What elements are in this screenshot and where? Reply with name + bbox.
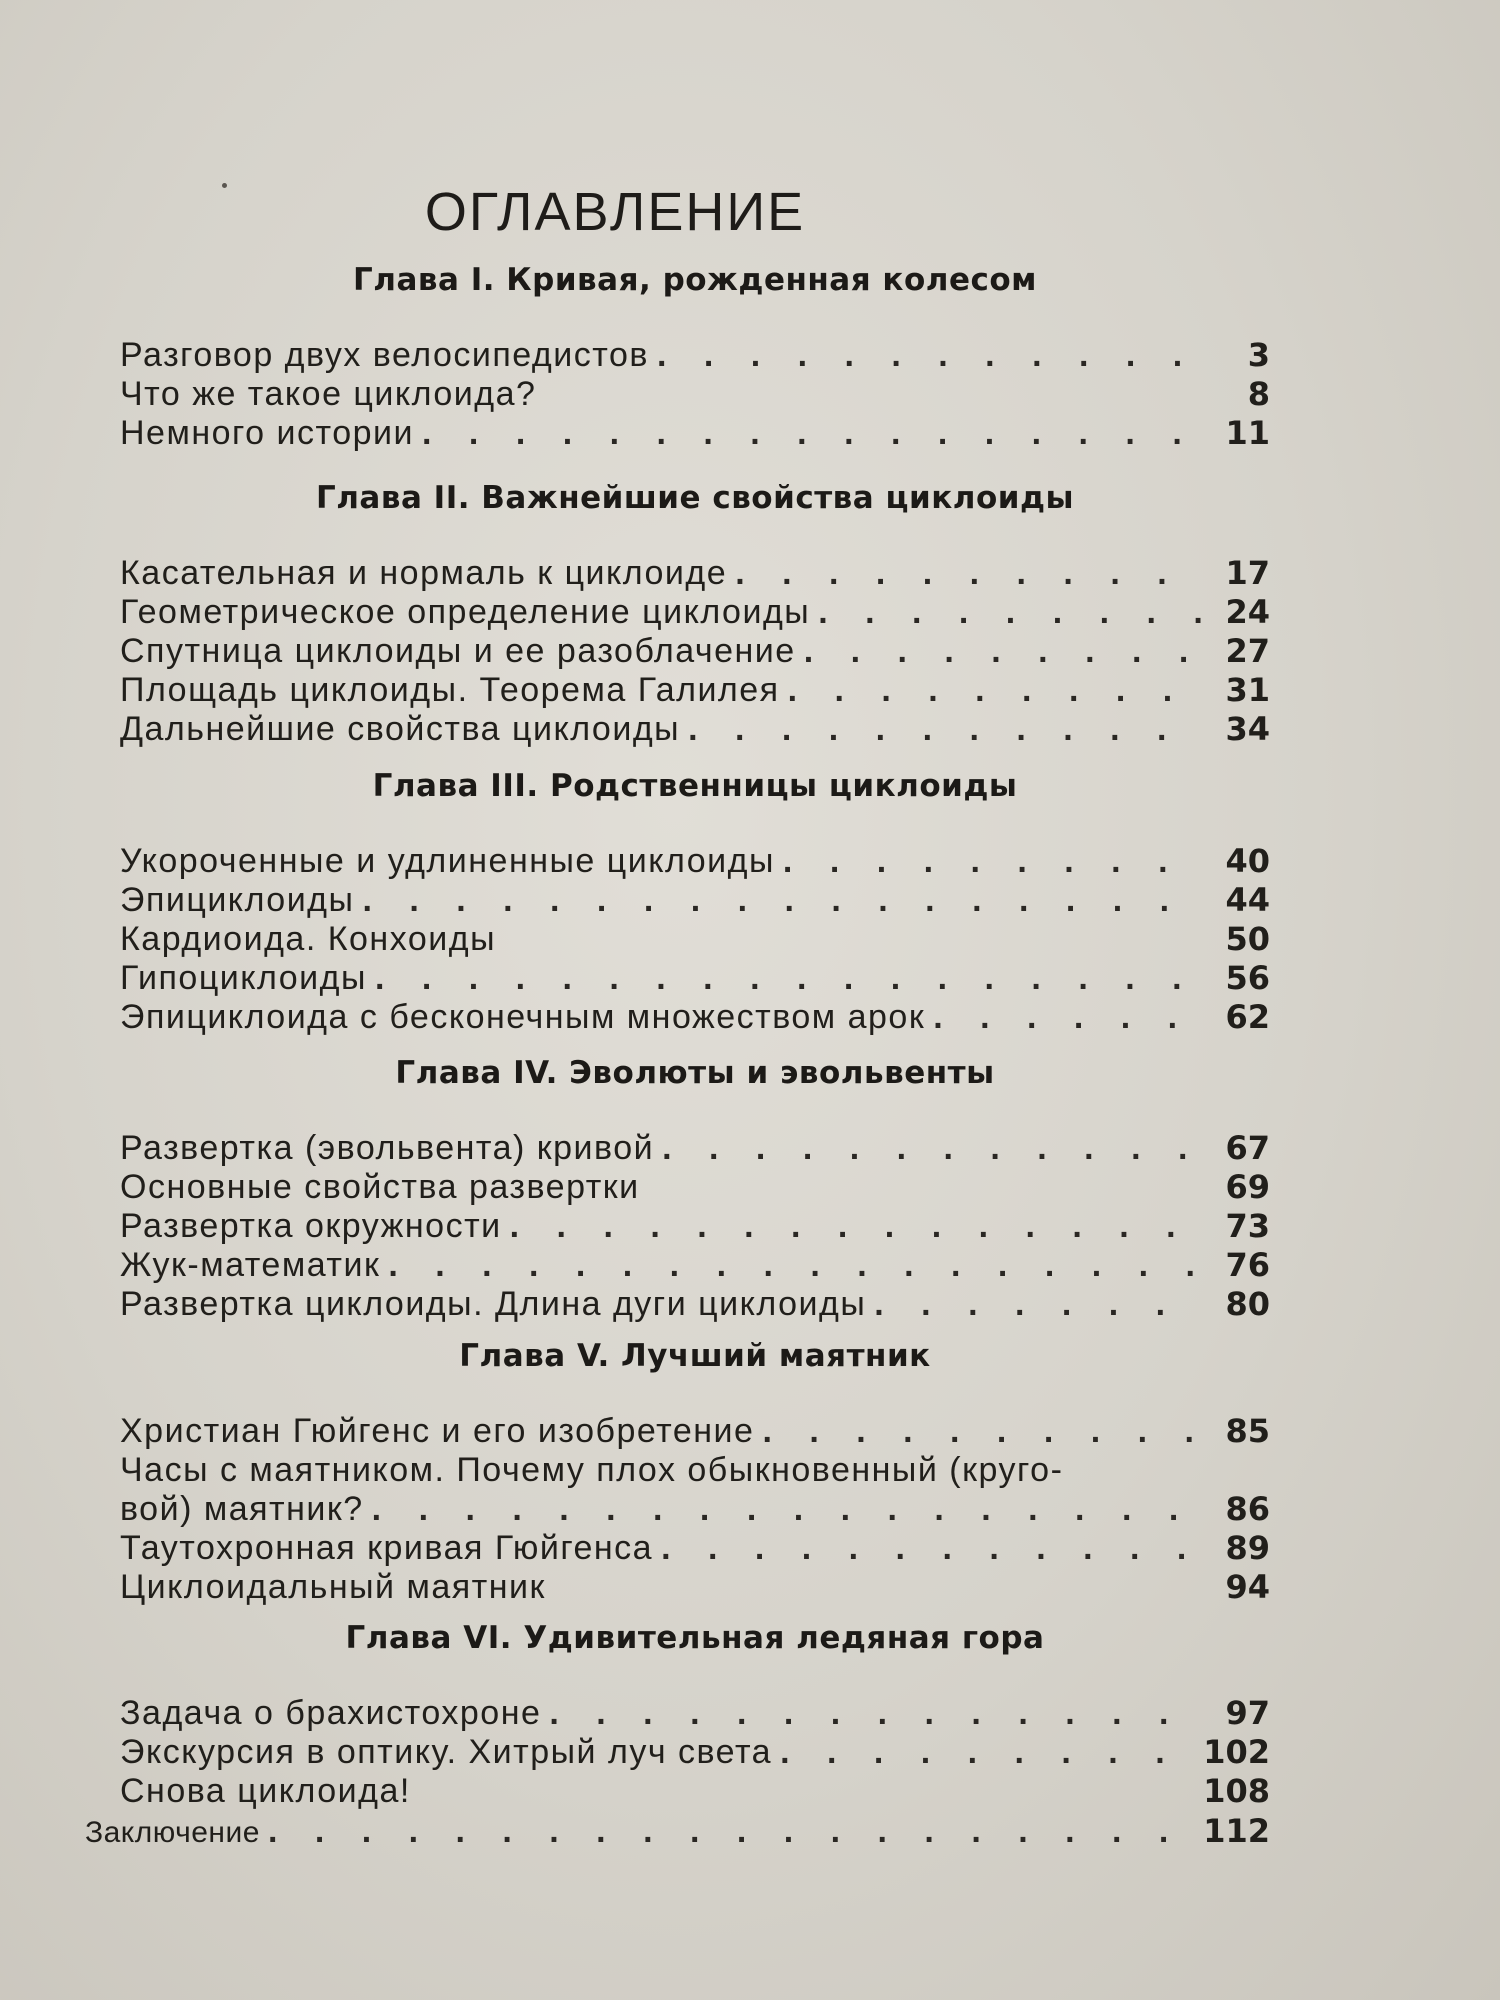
chapter-5 [120, 1338, 1270, 1607]
leader-dots [422, 414, 1204, 453]
toc-entry[interactable] [120, 1568, 1270, 1607]
leader-dots [661, 1529, 1204, 1568]
entry-page-number: 94 [1225, 1568, 1270, 1606]
entry-page-number: 11 [1225, 414, 1270, 452]
leader-dots [388, 1246, 1204, 1285]
leader-dots [510, 1207, 1204, 1246]
chapter-heading: Глава III. Родственницы циклоиды [372, 768, 1018, 804]
chapter-entries [120, 1694, 1270, 1811]
entry-page-number: 17 [1225, 554, 1270, 592]
toc-entry[interactable] [120, 1694, 1270, 1733]
entry-title: Кардиоида. Конхоиды [120, 920, 497, 958]
entry-title-continued: вой) маятник? [120, 1490, 364, 1528]
entry-title: Развертка циклоиды. Длина дуги циклоиды [120, 1285, 867, 1323]
leader-dots [762, 1412, 1204, 1451]
leader-dots [375, 959, 1204, 998]
toc-entry[interactable] [120, 336, 1270, 375]
entry-title: Площадь циклоиды. Теорема Галилея [120, 671, 780, 709]
leader-dots [657, 336, 1204, 375]
entry-page-number: 69 [1225, 1168, 1270, 1206]
entry-page-number: 8 [1247, 375, 1270, 413]
entry-title: Заключение [85, 1816, 260, 1849]
entry-page-number: 97 [1225, 1694, 1270, 1732]
chapter-entries [120, 1129, 1270, 1324]
toc-entry[interactable] [120, 554, 1270, 593]
entry-title: Эпициклоида с бесконечным множеством арок [120, 998, 926, 1036]
chapter-heading: Глава I. Кривая, рожденная колесом [353, 262, 1037, 298]
entry-page-number: 67 [1225, 1129, 1270, 1167]
chapter-entries [120, 1412, 1270, 1607]
chapter-6 [120, 1620, 1270, 1811]
entry-title: Часы с маятником. Почему плох обыкновенный (круго- [120, 1451, 1064, 1489]
entry-page-number: 40 [1225, 842, 1270, 880]
entry-page-number: 24 [1225, 593, 1270, 631]
toc-entry[interactable] [120, 632, 1270, 671]
leader-dots [804, 632, 1204, 671]
leader-dots [783, 842, 1204, 881]
leader-dots [818, 593, 1204, 632]
toc-entry[interactable] [120, 998, 1270, 1037]
leader-dots [362, 881, 1204, 920]
leader-dots [780, 1733, 1193, 1772]
chapter-2 [120, 480, 1270, 749]
toc-entry[interactable] [120, 959, 1270, 998]
leader-dots [372, 1490, 1204, 1529]
entry-title: Что же такое циклоида? [120, 375, 537, 413]
entry-page-number: 44 [1225, 881, 1270, 919]
entry-title: Основные свойства развертки [120, 1168, 640, 1206]
entry-page-number: 50 [1225, 920, 1270, 958]
toc-entry[interactable] [120, 1168, 1270, 1207]
leader-dots [268, 1812, 1193, 1851]
toc-entry[interactable] [120, 414, 1270, 453]
chapter-1 [120, 262, 1270, 453]
toc-entry[interactable] [120, 881, 1270, 920]
entry-page-number: 34 [1225, 710, 1270, 748]
leader-dots [662, 1129, 1204, 1168]
entry-page-number: 85 [1225, 1412, 1270, 1450]
entry-title: Жук-математик [120, 1246, 381, 1284]
toc-entry[interactable] [120, 671, 1270, 710]
entry-page-number: 108 [1203, 1772, 1270, 1810]
leader-dots [788, 671, 1204, 710]
conclusion-entry[interactable] [85, 1812, 1270, 1851]
entry-title: Геометрическое определение циклоиды [120, 593, 811, 631]
toc-entry[interactable] [120, 1451, 1270, 1529]
toc-entry[interactable] [120, 1733, 1270, 1772]
entry-page-number: 73 [1225, 1207, 1270, 1245]
chapter-heading: Глава II. Важнейшие свойства циклоиды [315, 480, 1075, 516]
entry-title: Спутница циклоиды и ее разоблачение [120, 632, 796, 670]
toc-entry[interactable] [120, 1529, 1270, 1568]
entry-page-number: 27 [1225, 632, 1270, 670]
entry-title: Укороченные и удлиненные циклоиды [120, 842, 775, 880]
entry-title: Развертка (эвольвента) кривой [120, 1129, 655, 1167]
chapter-entries [120, 554, 1270, 749]
entry-page-number: 3 [1247, 336, 1270, 374]
leader-dots [933, 998, 1204, 1037]
entry-page-number: 56 [1225, 959, 1270, 997]
entry-page-number: 89 [1225, 1529, 1270, 1567]
entry-page-number: 102 [1203, 1733, 1270, 1771]
entry-title: Циклоидальный маятник [120, 1568, 546, 1606]
chapter-heading: Глава V. Лучший маятник [459, 1338, 931, 1374]
toc-entry[interactable] [120, 842, 1270, 881]
leader-dots [549, 1694, 1204, 1733]
entry-page-number: 80 [1225, 1285, 1270, 1323]
entry-title: Развертка окружности [120, 1207, 502, 1245]
entry-title: Касательная и нормаль к циклоиде [120, 554, 728, 592]
entry-title: Экскурсия в оптику. Хитрый луч света [120, 1733, 773, 1771]
chapter-heading: Глава IV. Эволюты и эвольвенты [395, 1055, 995, 1091]
entry-title: Христиан Гюйгенс и его изобретение [120, 1412, 755, 1450]
toc-entry[interactable] [120, 1207, 1270, 1246]
entry-title: Таутохронная кривая Гюйгенса [120, 1529, 654, 1567]
entry-title: Разговор двух велосипедистов [120, 336, 649, 374]
entry-page-number: 31 [1225, 671, 1270, 709]
chapter-3 [120, 768, 1270, 1037]
entry-page-number: 62 [1225, 998, 1270, 1036]
toc-entry[interactable] [120, 375, 1270, 414]
entry-page-number: 86 [1225, 1490, 1270, 1528]
toc-entry[interactable] [85, 1812, 1270, 1851]
entry-title: Задача о брахистохроне [120, 1694, 542, 1732]
toc-entry[interactable] [120, 1129, 1270, 1168]
entry-title: Гипоциклоиды [120, 959, 367, 997]
chapter-entries [120, 336, 1270, 453]
leader-dots [735, 554, 1204, 593]
toc-entry[interactable] [120, 593, 1270, 632]
leader-dots [874, 1285, 1204, 1324]
toc-entry[interactable] [120, 920, 1270, 959]
entry-title: Немного истории [120, 414, 415, 452]
toc-entry[interactable] [120, 710, 1270, 749]
toc-entry[interactable] [120, 1412, 1270, 1451]
entry-page-number: 112 [1203, 1812, 1270, 1850]
entry-title: Снова циклоида! [120, 1772, 411, 1810]
toc-entry[interactable] [120, 1285, 1270, 1324]
toc-entry[interactable] [120, 1772, 1270, 1811]
entry-title: Эпициклоиды [120, 881, 355, 919]
entry-title: Дальнейшие свойства циклоиды [120, 710, 681, 748]
chapter-heading: Глава VI. Удивительная ледяная гора [345, 1620, 1045, 1656]
entry-page-number: 76 [1225, 1246, 1270, 1284]
chapter-entries [120, 842, 1270, 1037]
page-title: ОГЛАВЛЕНИЕ [424, 182, 806, 243]
toc-entry[interactable] [120, 1246, 1270, 1285]
leader-dots [688, 710, 1204, 749]
chapter-4 [120, 1055, 1270, 1324]
